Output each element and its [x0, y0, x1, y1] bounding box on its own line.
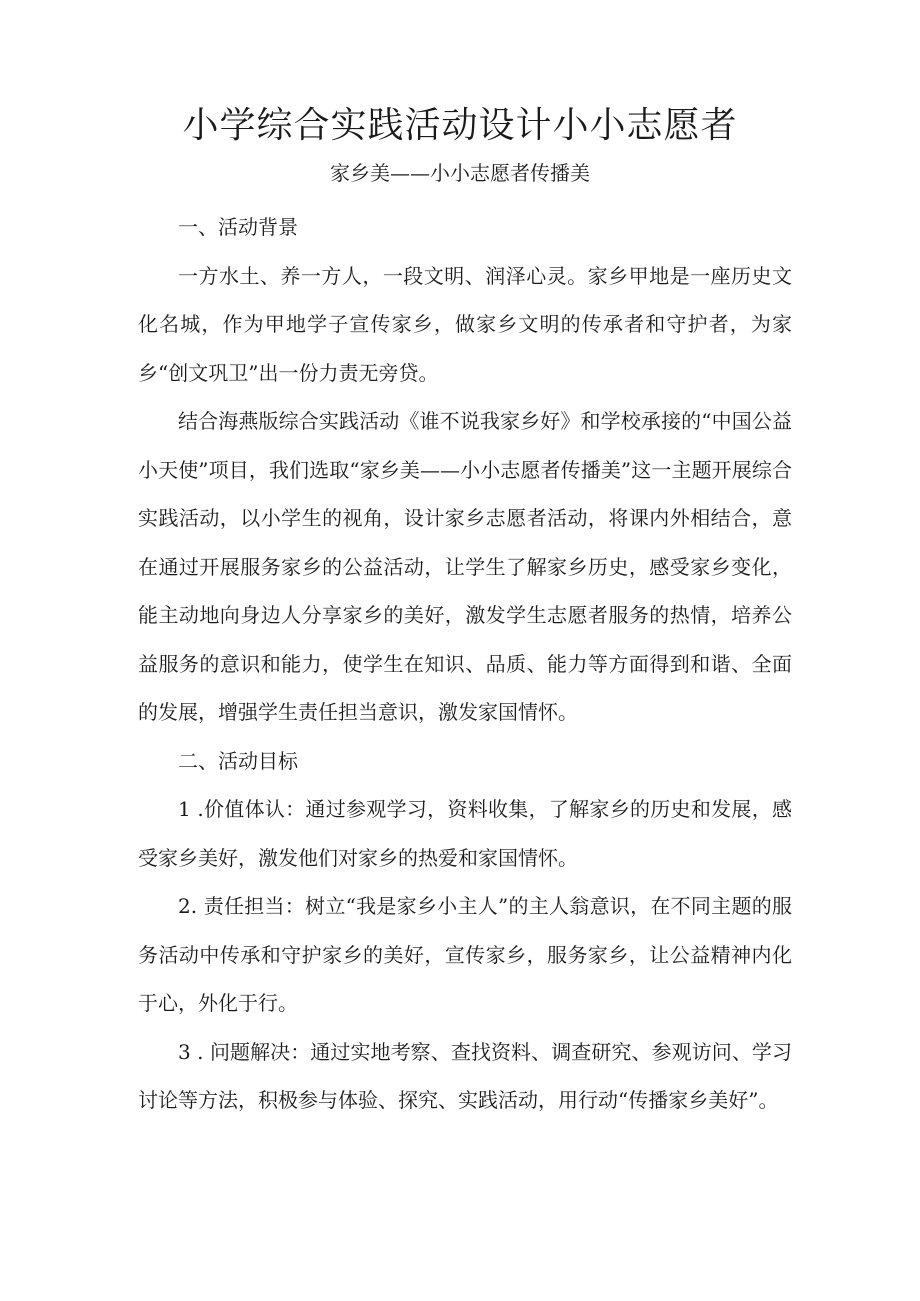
section-heading-goals: 二、活动目标	[178, 748, 298, 773]
document-body	[138, 203, 792, 1125]
background-paragraph-1: 一方水土、养一方人，一段文明、润泽心灵。家乡甲地是一座历史文化名城，作为甲地学子宣传家乡，做家乡文明的传承者和守护者，为家乡“创文巩卫”出一份力责无旁贷。	[138, 263, 792, 385]
document-subtitle: 家乡美——小小志愿者传播美	[330, 161, 590, 185]
document-title: 小学综合实践活动设计小小志愿者	[182, 105, 738, 146]
goal-item-3: 3 . 问题解决：通过实地考察、查找资料、调查研究、参观访问、学习讨论等方法，积极参与体验、探究、实践活动，用行动“传播家乡美好”。	[138, 1039, 792, 1112]
section-heading-background: 一、活动背景	[178, 215, 298, 239]
goal-item-2: 2. 责任担当：树立“我是家乡小主人”的主人翁意识，在不同主题的服务活动中传承和守护家乡的美好，宣传家乡，服务家乡，让公益精神内化于心，外化于行。	[138, 894, 792, 1015]
background-paragraph-2: 结合海燕版综合实践活动《谁不说我家乡好》和学校承接的“中国公益小天使”项目，我们选取“家乡美——小小志愿者传播美”这一主题开展综合实践活动，以小学生的视角，设计家乡志愿者活动，将课内外相结合，意在通过开展服务家乡的公益活动，让学生了解家乡历史，感受家乡变化，能主动地向身边人分享家乡的美好，激发学生志愿者服务的热情，培养公益服务的意识和能力，使学生在知识、品质、能力等方面得到和谐、全面的发展，增强学生责任担当意识，激发家国情怀。	[138, 409, 792, 724]
goal-item-1: 1 .价值体认：通过参观学习，资料收集，了解家乡的历史和发展，感受家乡美好，激发他们对家乡的热爱和家国情怀。	[138, 797, 792, 870]
